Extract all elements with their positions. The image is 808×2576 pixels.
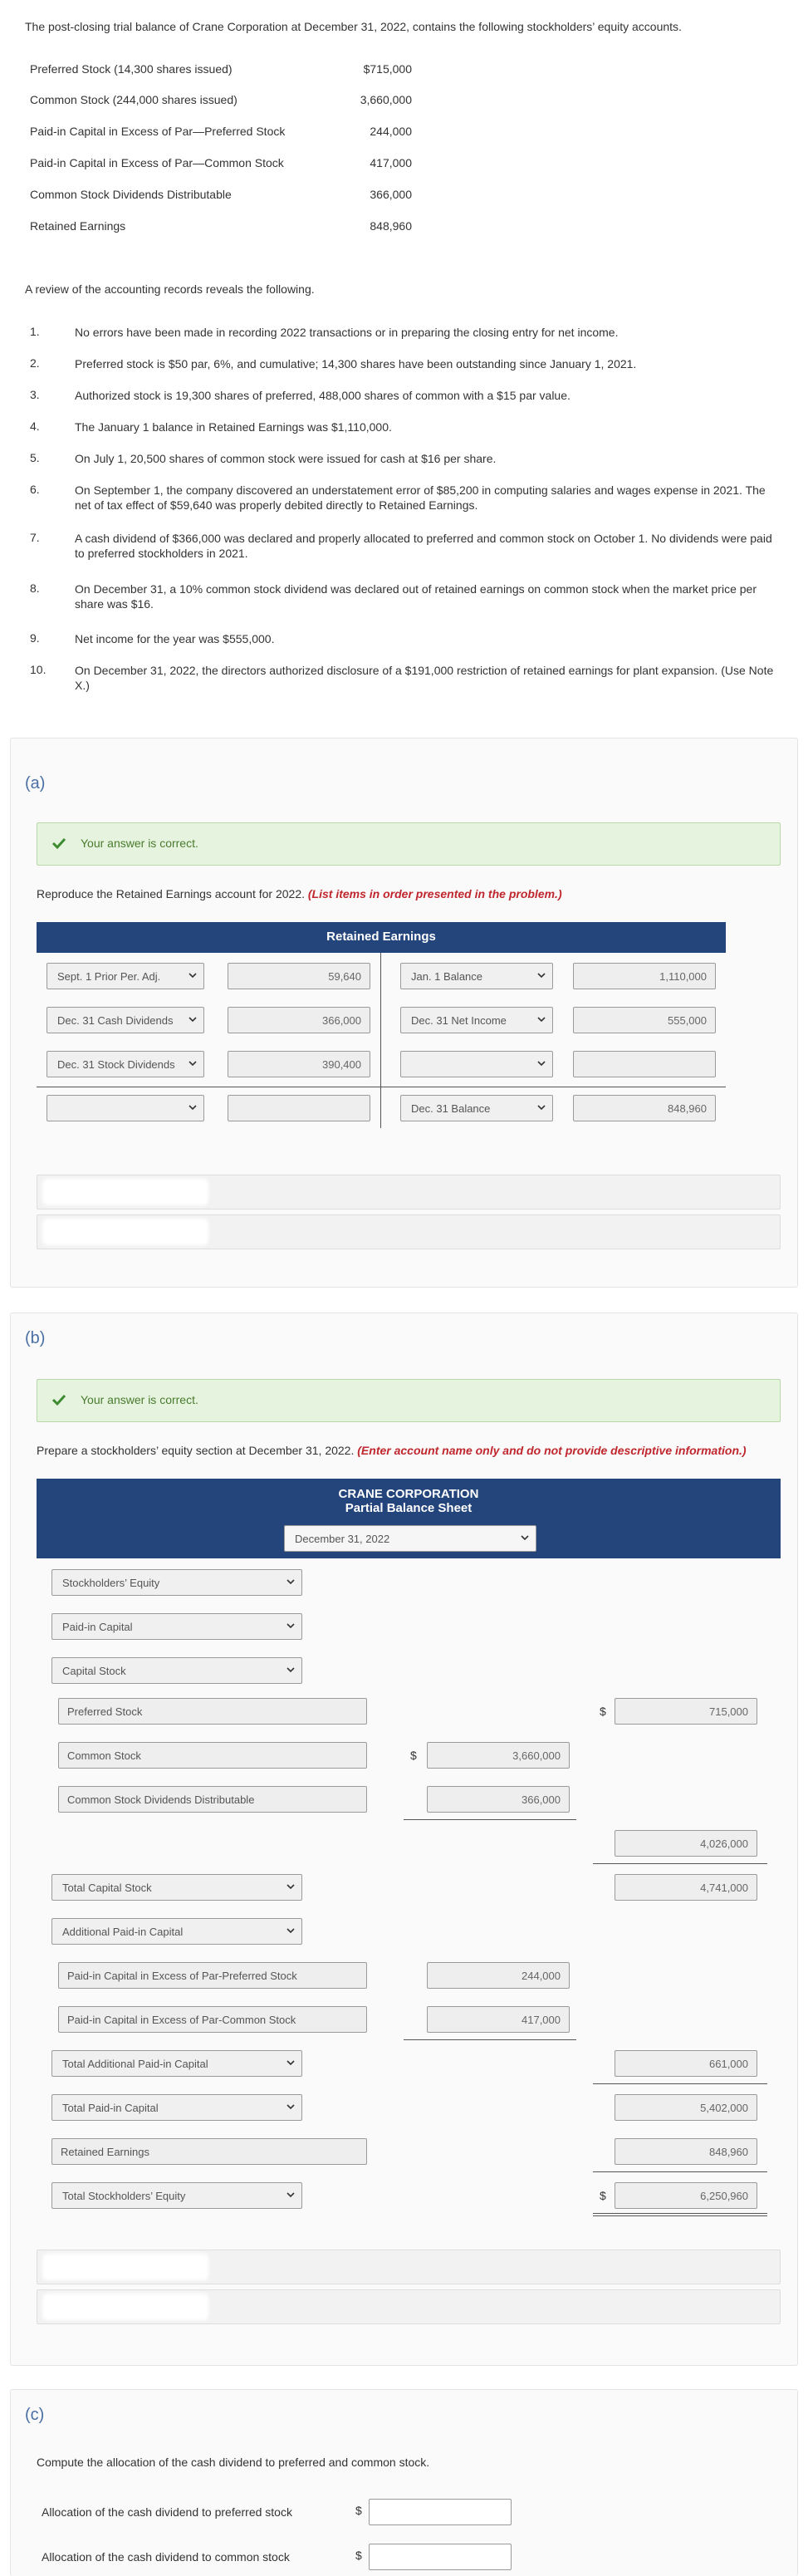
currency-symbol: $ xyxy=(600,1705,606,1718)
item-number: 7. xyxy=(30,531,40,544)
double-rule xyxy=(593,2215,767,2216)
correct-banner xyxy=(37,822,781,866)
correct-banner xyxy=(37,1379,781,1422)
item-number: 6. xyxy=(30,483,40,496)
correct-text: Your answer is correct. xyxy=(81,837,198,850)
stock-dividends-distributable-field[interactable]: Common Stock Dividends Distributable xyxy=(58,1786,367,1813)
item-number: 9. xyxy=(30,631,40,645)
common-total-amount[interactable]: 4,026,000 xyxy=(615,1830,757,1857)
redacted-bar xyxy=(37,2289,781,2324)
chevron-down-icon xyxy=(536,1102,546,1112)
capital-stock-select[interactable]: Capital Stock xyxy=(51,1657,302,1684)
intro-text: The post-closing trial balance of Crane Corporation at December 31, 2022, contains the following stockholders’ equity accounts. xyxy=(25,20,682,33)
chevron-down-icon xyxy=(536,1058,546,1068)
item-number: 3. xyxy=(30,388,40,401)
item-text: Authorized stock is 19,300 shares of preferred, 488,000 shares of common with a $15 par value. xyxy=(75,389,570,402)
chevron-down-icon xyxy=(188,1014,198,1024)
chevron-down-icon xyxy=(536,970,546,980)
chevron-down-icon xyxy=(286,2190,296,2200)
chevron-down-icon xyxy=(536,1014,546,1024)
correct-text: Your answer is correct. xyxy=(81,1393,198,1406)
credit-account-select[interactable]: Dec. 31 Balance xyxy=(400,1095,553,1121)
additional-paid-in-capital-select[interactable]: Additional Paid-in Capital xyxy=(51,1918,302,1945)
item-number: 5. xyxy=(30,451,40,464)
chevron-down-icon xyxy=(286,1926,296,1936)
debit-amount-input[interactable] xyxy=(228,1095,370,1121)
common-allocation-input[interactable] xyxy=(369,2544,512,2570)
chevron-down-icon xyxy=(520,1533,530,1543)
credit-account-select[interactable]: Jan. 1 Balance xyxy=(400,963,553,989)
item-text: The January 1 balance in Retained Earnings was $1,110,000. xyxy=(75,420,392,434)
item-text: On December 31, 2022, the directors authorized disclosure of a $191,000 restriction of retained earnings for plant expansion. (Use Note X.) xyxy=(75,664,774,692)
chevron-down-icon xyxy=(286,2102,296,2112)
common-allocation-label: Allocation of the cash dividend to common stock xyxy=(42,2550,290,2564)
company-name: CRANE CORPORATION xyxy=(338,1487,479,1501)
part-b-instructions: Prepare a stockholders’ equity section at December 31, 2022. (Enter account name only and do not provide descriptive information.) xyxy=(37,1444,747,1457)
item-number: 2. xyxy=(30,356,40,370)
subtotal-rule xyxy=(404,2039,576,2040)
part-c-label: (c) xyxy=(25,2406,45,2424)
total-paid-in-capital-select[interactable]: Total Paid-in Capital xyxy=(51,2094,302,2121)
chevron-down-icon xyxy=(286,1621,296,1631)
item-text: Net income for the year was $555,000. xyxy=(75,632,275,645)
redacted-bar xyxy=(37,2250,781,2284)
review-intro: A review of the accounting records reveals the following. xyxy=(25,282,315,296)
common-stock-amount[interactable]: 3,660,000 xyxy=(427,1742,570,1769)
total-capital-stock-amount[interactable]: 4,741,000 xyxy=(615,1874,757,1901)
part-b-label: (b) xyxy=(25,1329,46,1347)
total-capital-stock-select[interactable]: Total Capital Stock xyxy=(51,1874,302,1901)
item-number: 10. xyxy=(30,663,47,676)
statement-name: Partial Balance Sheet xyxy=(345,1501,473,1515)
credit-amount-input[interactable]: 1,110,000 xyxy=(573,963,716,989)
chevron-down-icon xyxy=(286,1665,296,1675)
double-rule xyxy=(593,2213,767,2214)
total-apic-amount[interactable]: 661,000 xyxy=(615,2050,757,2077)
credit-account-select[interactable] xyxy=(400,1051,553,1077)
debit-amount-input[interactable]: 390,400 xyxy=(228,1051,370,1077)
currency-symbol: $ xyxy=(410,1749,417,1762)
stock-dividends-distributable-amount[interactable]: 366,000 xyxy=(427,1786,570,1813)
debit-account-select[interactable]: Dec. 31 Cash Dividends xyxy=(47,1007,204,1033)
retained-earnings-amount[interactable]: 848,960 xyxy=(615,2138,757,2165)
currency-symbol: $ xyxy=(355,2549,362,2562)
chevron-down-icon xyxy=(188,1058,198,1068)
redacted-bar xyxy=(37,1175,781,1209)
item-number: 4. xyxy=(30,420,40,433)
stockholders-equity-select[interactable]: Stockholders’ Equity xyxy=(51,1569,302,1596)
redacted-bar xyxy=(37,1214,781,1249)
date-select[interactable]: December 31, 2022 xyxy=(284,1525,536,1552)
credit-amount-input[interactable]: 555,000 xyxy=(573,1007,716,1033)
debit-amount-input[interactable]: 366,000 xyxy=(228,1007,370,1033)
chevron-down-icon xyxy=(188,1102,198,1112)
debit-account-select[interactable]: Sept. 1 Prior Per. Adj. xyxy=(47,963,204,989)
debit-account-select[interactable]: Dec. 31 Stock Dividends xyxy=(47,1051,204,1077)
currency-symbol: $ xyxy=(600,2189,606,2202)
subtotal-rule xyxy=(404,1819,576,1820)
credit-account-select[interactable]: Dec. 31 Net Income xyxy=(400,1007,553,1033)
item-text: On July 1, 20,500 shares of common stock were issued for cash at $16 per share. xyxy=(75,452,497,465)
item-text: On September 1, the company discovered an understatement error of $85,200 in computing salaries and wages expense in 2021. The net of tax effect of $59,640 was properly debited directly to Retained Earnings. xyxy=(75,483,766,512)
t-account-divider xyxy=(380,953,381,1128)
pic-preferred-amount[interactable]: 244,000 xyxy=(427,1962,570,1989)
chevron-down-icon xyxy=(286,1882,296,1892)
currency-symbol: $ xyxy=(355,2504,362,2517)
debit-amount-input[interactable]: 59,640 xyxy=(228,963,370,989)
item-text: Preferred stock is $50 par, 6%, and cumulative; 14,300 shares have been outstanding since January 1, 2021. xyxy=(75,357,637,370)
retained-earnings-field[interactable]: Retained Earnings xyxy=(51,2138,367,2165)
preferred-stock-amount[interactable]: 715,000 xyxy=(615,1698,757,1725)
item-text: No errors have been made in recording 2022 transactions or in preparing the closing entry for net income. xyxy=(75,326,619,339)
item-number: 8. xyxy=(30,581,40,595)
item-text: A cash dividend of $366,000 was declared and properly allocated to preferred and common stock on October 1. No dividends were paid to preferred stockholders in 2021. xyxy=(75,532,772,560)
common-stock-field[interactable]: Common Stock xyxy=(58,1742,367,1769)
item-number: 1. xyxy=(30,325,40,338)
total-paid-in-capital-amount[interactable]: 5,402,000 xyxy=(615,2094,757,2121)
preferred-allocation-input[interactable] xyxy=(369,2499,512,2525)
t-account-title: Retained Earnings xyxy=(37,922,726,953)
chevron-down-icon xyxy=(286,2058,296,2068)
credit-amount-input[interactable] xyxy=(573,1051,716,1077)
total-stockholders-equity-select[interactable]: Total Stockholders’ Equity xyxy=(51,2182,302,2209)
part-a-label: (a) xyxy=(25,774,46,792)
check-icon xyxy=(51,835,67,851)
total-apic-select[interactable]: Total Additional Paid-in Capital xyxy=(51,2050,302,2077)
preferred-stock-field[interactable]: Preferred Stock xyxy=(58,1698,367,1725)
total-stockholders-equity-amount[interactable]: 6,250,960 xyxy=(615,2182,757,2209)
pic-common-amount[interactable]: 417,000 xyxy=(427,2006,570,2033)
subtotal-rule xyxy=(593,2171,767,2172)
credit-amount-input[interactable]: 848,960 xyxy=(573,1095,716,1121)
pic-common-field[interactable]: Paid-in Capital in Excess of Par-Common Stock xyxy=(58,2006,367,2033)
paid-in-capital-select[interactable]: Paid-in Capital xyxy=(51,1613,302,1640)
subtotal-rule xyxy=(593,1863,767,1864)
chevron-down-icon xyxy=(188,970,198,980)
debit-account-select[interactable] xyxy=(47,1095,204,1121)
part-a-instructions: Reproduce the Retained Earnings account for 2022. (List items in order presented in the problem.) xyxy=(37,887,562,900)
pic-preferred-field[interactable]: Paid-in Capital in Excess of Par-Preferred Stock xyxy=(58,1962,367,1989)
preferred-allocation-label: Allocation of the cash dividend to preferred stock xyxy=(42,2505,292,2519)
part-c-instructions: Compute the allocation of the cash dividend to preferred and common stock. xyxy=(37,2456,430,2469)
check-icon xyxy=(51,1391,67,1408)
chevron-down-icon xyxy=(286,1577,296,1587)
item-text: On December 31, a 10% common stock dividend was declared out of retained earnings on common stock when the market price per share was $16. xyxy=(75,582,757,611)
subtotal-rule xyxy=(593,2083,767,2084)
